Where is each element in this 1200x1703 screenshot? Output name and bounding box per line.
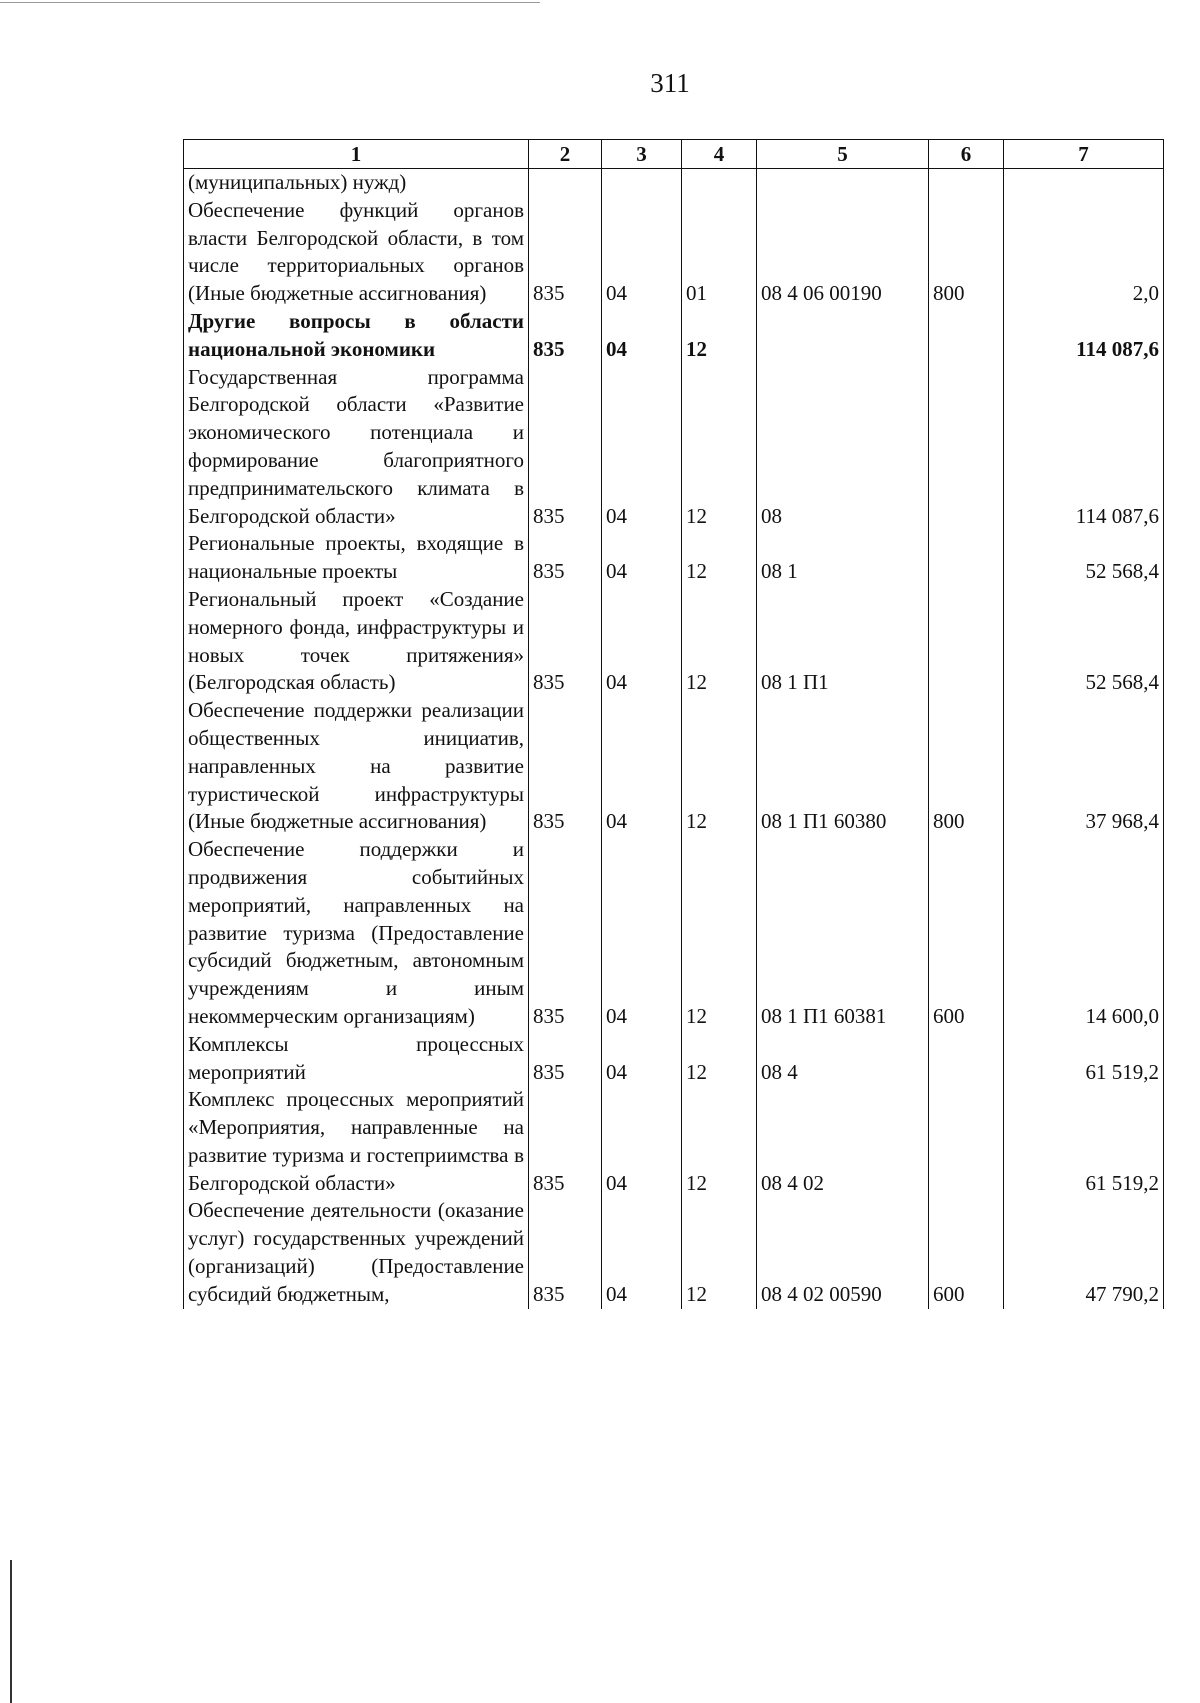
row-description: Региональные проекты, входящие в национальные проекты	[184, 530, 529, 586]
table-row	[184, 836, 1164, 1031]
row-section: 04	[602, 836, 682, 1031]
row-description: Обеспечение деятельности (оказание услуг) государственных учреждений (организаций) (Предоставление субсидий бюджетным,	[184, 1197, 529, 1308]
row-admin-code: 835	[529, 530, 602, 586]
row-amount: 114 087,6	[1004, 308, 1164, 364]
row-section: 04	[602, 697, 682, 836]
row-section: 04	[602, 308, 682, 364]
table-header	[184, 140, 1164, 169]
row-description: Другие вопросы в области национальной экономики	[184, 308, 529, 364]
row-expense-type	[929, 364, 1004, 531]
row-section: 04	[602, 586, 682, 697]
row-subsection: 01	[682, 197, 757, 308]
table-row	[184, 1031, 1164, 1087]
row-description: Региональный проект «Создание номерного фонда, инфраструктуры и новых точек притяжения» (Белгородская область)	[184, 586, 529, 697]
row-section: 04	[602, 1031, 682, 1087]
row-amount: 37 968,4	[1004, 697, 1164, 836]
row-subsection: 12	[682, 586, 757, 697]
row-description: Обеспечение поддержки реализации общественных инициатив, направленных на развитие туристической инфраструктуры (Иные бюджетные ассигнования)	[184, 697, 529, 836]
row-amount: 47 790,2	[1004, 1197, 1164, 1308]
row-admin-code: 835	[529, 364, 602, 531]
row-admin-code: 835	[529, 1086, 602, 1197]
header-col-2: 2	[529, 140, 602, 169]
row-description: Комплекс процессных мероприятий «Мероприятия, направленные на развитие туризма и гостеприимства в Белгородской области»	[184, 1086, 529, 1197]
row-target-article: 08	[757, 364, 929, 531]
row-subsection: 12	[682, 1031, 757, 1087]
row-amount: 61 519,2	[1004, 1086, 1164, 1197]
row-description: Государственная программа Белгородской области «Развитие экономического потенциала и формирование благоприятного предпринимательского климата в Белгородской области»	[184, 364, 529, 531]
row-expense-type	[929, 169, 1004, 197]
row-subsection	[682, 169, 757, 197]
header-col-7: 7	[1004, 140, 1164, 169]
row-target-article: 08 4	[757, 1031, 929, 1087]
row-target-article: 08 1 П1	[757, 586, 929, 697]
scan-margin-line	[10, 1560, 12, 1703]
row-section: 04	[602, 530, 682, 586]
row-amount: 52 568,4	[1004, 530, 1164, 586]
row-amount: 14 600,0	[1004, 836, 1164, 1031]
table-row	[184, 1197, 1164, 1308]
row-expense-type: 800	[929, 697, 1004, 836]
row-expense-type	[929, 1086, 1004, 1197]
row-description: Обеспечение функций органов власти Белгородской области, в том числе территориальных органов (Иные бюджетные ассигнования)	[184, 197, 529, 308]
row-description: Комплексы процессных мероприятий	[184, 1031, 529, 1087]
row-expense-type	[929, 1031, 1004, 1087]
row-target-article: 08 4 02	[757, 1086, 929, 1197]
header-col-1: 1	[184, 140, 529, 169]
table-row	[184, 308, 1164, 364]
header-col-5: 5	[757, 140, 929, 169]
row-target-article: 08 4 02 00590	[757, 1197, 929, 1308]
row-subsection: 12	[682, 1197, 757, 1308]
row-expense-type: 600	[929, 1197, 1004, 1308]
row-admin-code: 835	[529, 308, 602, 364]
row-admin-code: 835	[529, 836, 602, 1031]
row-section: 04	[602, 1086, 682, 1197]
table-row	[184, 586, 1164, 697]
row-subsection: 12	[682, 308, 757, 364]
row-expense-type: 800	[929, 197, 1004, 308]
table-row	[184, 697, 1164, 836]
table-row	[184, 197, 1164, 308]
row-target-article: 08 1 П1 60380	[757, 697, 929, 836]
row-description: Обеспечение поддержки и продвижения событийных мероприятий, направленных на развитие туризма (Предоставление субсидий бюджетным, автономным учреждениям и иным некоммерческим организациям)	[184, 836, 529, 1031]
budget-table	[183, 139, 1164, 1309]
row-admin-code: 835	[529, 1197, 602, 1308]
row-target-article	[757, 308, 929, 364]
header-row	[184, 140, 1164, 169]
row-target-article: 08 4 06 00190	[757, 197, 929, 308]
row-expense-type	[929, 530, 1004, 586]
table-row	[184, 169, 1164, 197]
row-section: 04	[602, 197, 682, 308]
row-amount: 2,0	[1004, 197, 1164, 308]
header-col-6: 6	[929, 140, 1004, 169]
row-amount: 114 087,6	[1004, 364, 1164, 531]
row-section	[602, 169, 682, 197]
row-subsection: 12	[682, 697, 757, 836]
row-subsection: 12	[682, 836, 757, 1031]
table-row	[184, 1086, 1164, 1197]
row-expense-type	[929, 586, 1004, 697]
row-section: 04	[602, 364, 682, 531]
row-section: 04	[602, 1197, 682, 1308]
row-subsection: 12	[682, 1086, 757, 1197]
row-target-article: 08 1	[757, 530, 929, 586]
page-number: 311	[650, 68, 690, 98]
header-col-4: 4	[682, 140, 757, 169]
row-admin-code: 835	[529, 1031, 602, 1087]
row-subsection: 12	[682, 530, 757, 586]
row-admin-code: 835	[529, 697, 602, 836]
row-target-article	[757, 169, 929, 197]
scan-edge-line	[0, 2, 540, 3]
header-col-3: 3	[602, 140, 682, 169]
row-amount: 52 568,4	[1004, 586, 1164, 697]
row-expense-type	[929, 308, 1004, 364]
table-body	[184, 169, 1164, 1309]
table-row	[184, 364, 1164, 531]
row-admin-code	[529, 169, 602, 197]
table-row	[184, 530, 1164, 586]
row-admin-code: 835	[529, 197, 602, 308]
row-amount	[1004, 169, 1164, 197]
row-target-article: 08 1 П1 60381	[757, 836, 929, 1031]
row-expense-type: 600	[929, 836, 1004, 1031]
row-admin-code: 835	[529, 586, 602, 697]
row-description: (муниципальных) нужд)	[184, 169, 529, 197]
row-amount: 61 519,2	[1004, 1031, 1164, 1087]
row-subsection: 12	[682, 364, 757, 531]
